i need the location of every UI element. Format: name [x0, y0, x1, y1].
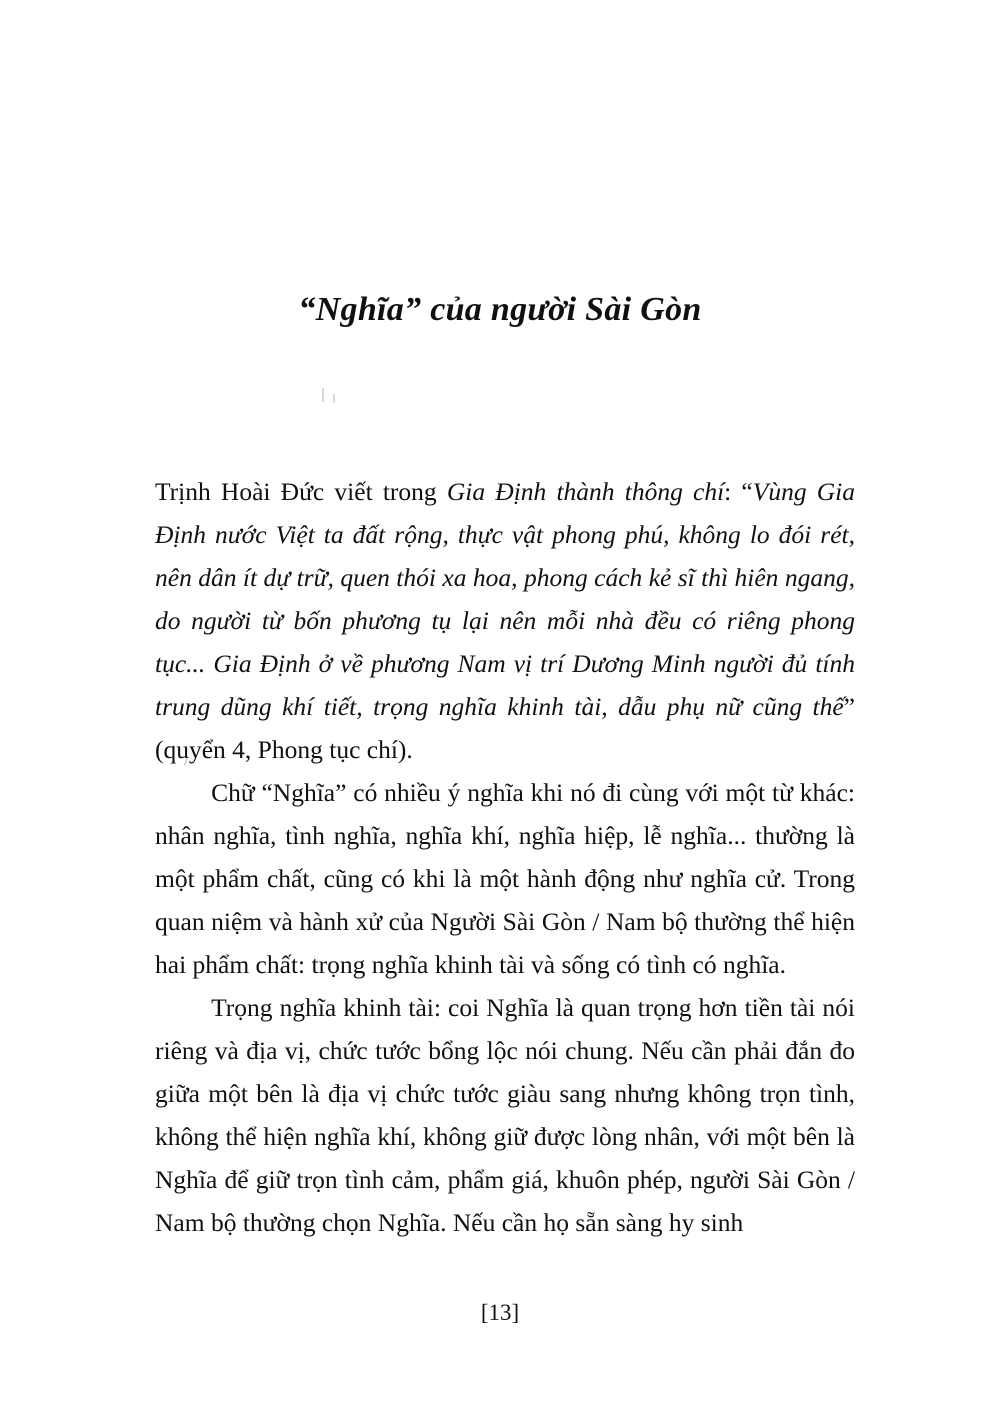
quote-tail: ” (quyển 4, Phong tục chí). [155, 692, 855, 764]
paragraph-3: Trọng nghĩa khinh tài: coi Nghĩa là quan trọng hơn tiền tài nói riêng và địa vị, chức tước bổng lộc nói chung. Nếu cần phải đắn đo giữa một bên là địa vị chức tước giàu sang nhưng không trọn tình, không thể hiện nghĩa khí, không giữ được lòng nhân, với một bên là Nghĩa để giữ trọn tình cảm, phẩm giá, khuôn phép, người Sài Gòn / Nam bộ thường chọn Nghĩa. Nếu cần họ sẵn sàng hy sinh [155, 993, 855, 1237]
quote-lead: Trịnh Hoài Đức viết trong [155, 477, 447, 506]
page-title: “Nghĩa” của người Sài Gòn [298, 290, 702, 328]
scan-artifact [333, 394, 335, 403]
body-text [155, 470, 855, 1244]
quote-mid: : “ [724, 477, 753, 506]
quote-italic-body: Vùng Gia Định nước Việt ta đất rộng, thực vật phong phú, không lo đói rét, nên dân ít dự trữ, quen thói xa hoa, phong cách kẻ sĩ thì hiên ngang, do người từ bốn phương tụ lại nên mỗi nhà đều có riêng phong tục... Gia Định ở về phương Nam vị trí Dương Minh người đủ tính trung dũng khí tiết, trọng nghĩa khinh tài, dẫu phụ nữ cũng thế [155, 477, 856, 721]
page-number: [13] [480, 1300, 520, 1325]
book-title-italic: Gia Định thành thông chí [446, 477, 725, 506]
scan-artifact [322, 388, 324, 402]
paragraph-quote [155, 470, 855, 771]
paragraph-2: Chữ “Nghĩa” có nhiều ý nghĩa khi nó đi cùng với một từ khác: nhân nghĩa, tình nghĩa, nghĩa khí, nghĩa hiệp, lễ nghĩa... thường là một phẩm chất, cũng có khi là một hành động như nghĩa cử. Trong quan niệm và hành xử của Người Sài Gòn / Nam bộ thường thể hiện hai phẩm chất: trọng nghĩa khinh tài và sống có tình có nghĩa. [155, 778, 855, 979]
